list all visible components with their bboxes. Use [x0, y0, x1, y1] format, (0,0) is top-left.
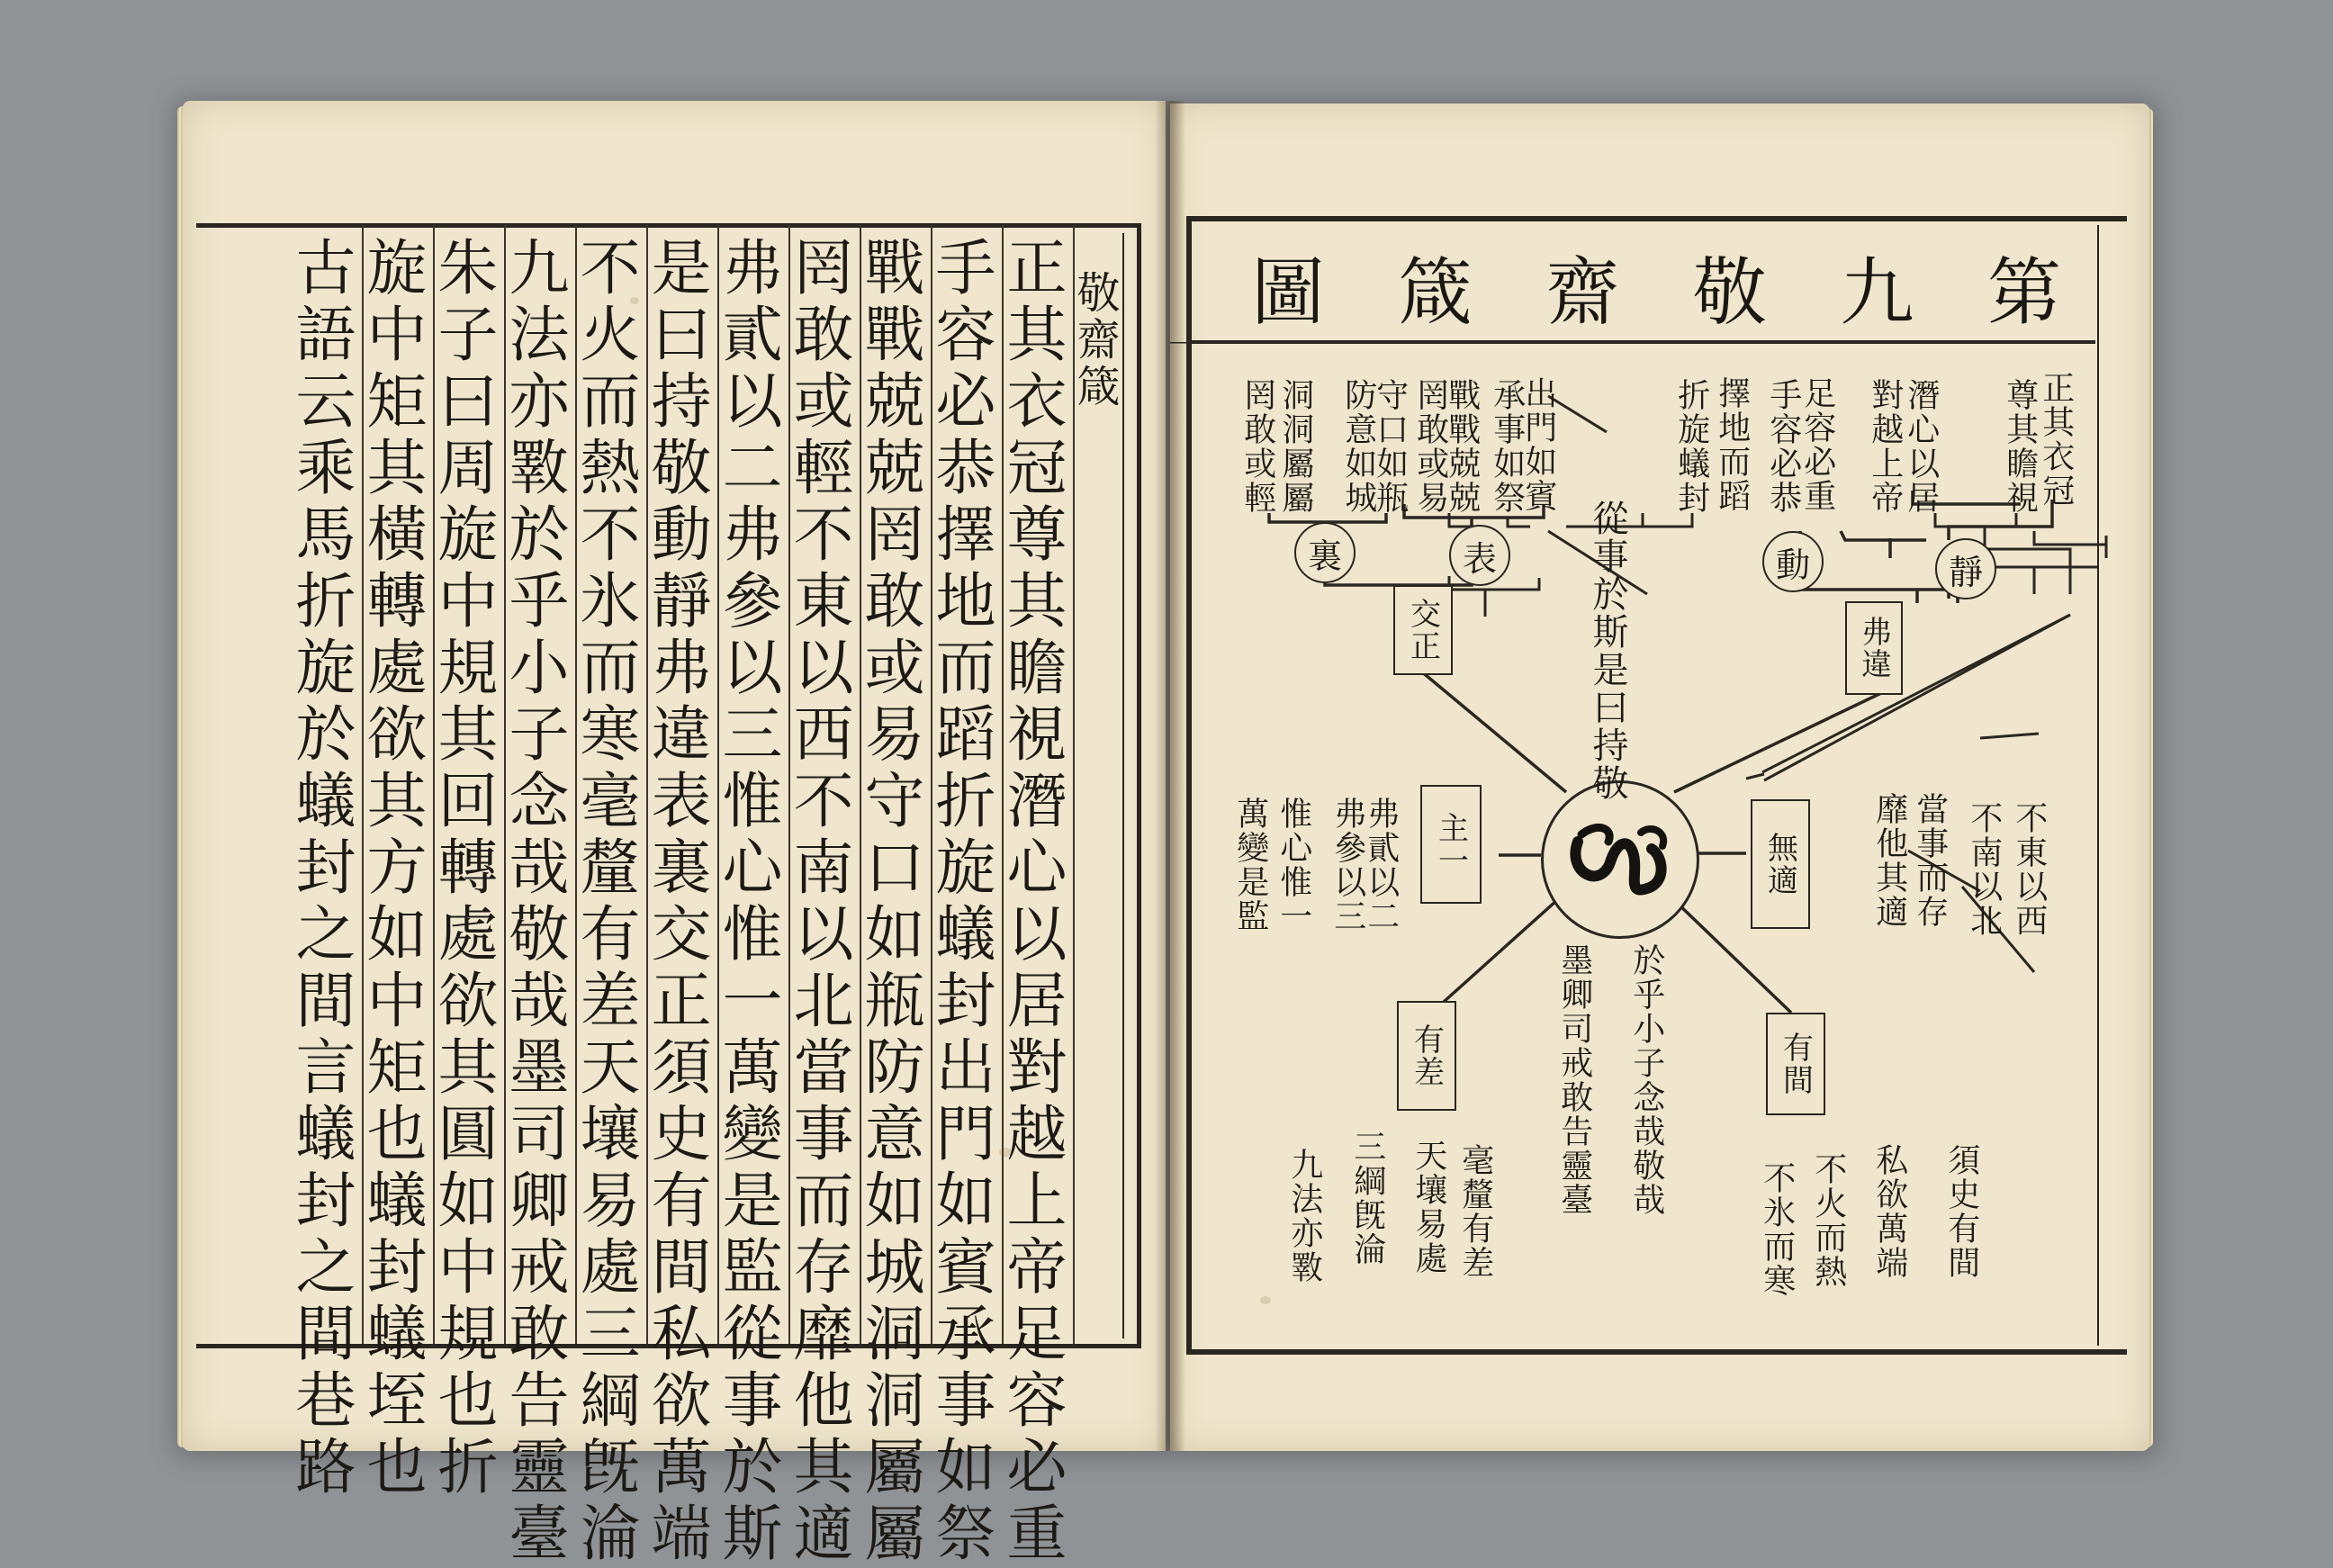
label-bottom-center-left: 墨卿司戒敢告靈臺 [1555, 943, 1593, 1217]
diagram-label: 不火而熱 [1809, 1152, 1847, 1289]
diagram-label: 九法亦斁 [1285, 1148, 1323, 1284]
column-rule [860, 225, 861, 1344]
text-column: 戰戰兢兢罔敢或易守口如瓶防意如城洞洞屬屬 [855, 236, 925, 1568]
column-rule [1073, 225, 1075, 1344]
title-char: 敬 [1692, 249, 1767, 336]
diagram-label: 尊其瞻視 [2001, 378, 2039, 515]
title-char: 第 [1986, 249, 2061, 336]
text-column: 古語云乘馬折旋於蟻封之間言蟻封之間巷路 [286, 236, 356, 1501]
column-rule [433, 225, 435, 1344]
title-char: 九 [1840, 249, 1914, 336]
center-mind-circle [1541, 780, 1699, 939]
text-column: 朱子曰周旋中規其回轉處欲其圓如中規也折 [428, 236, 499, 1501]
column-rule [575, 225, 577, 1344]
diagram-label: 罔敢或易 [1411, 378, 1449, 515]
diagram-label: 三綱旣淪 [1348, 1130, 1386, 1266]
diagram-label: 私欲萬端 [1870, 1143, 1908, 1280]
diagram-label: 天壤易處 [1410, 1139, 1447, 1275]
column-rule [788, 225, 790, 1344]
diagram-label: 不東以西 [2010, 801, 2048, 938]
diagram-label: 守口如瓶 [1371, 378, 1409, 515]
title-char: 箴 [1398, 249, 1473, 336]
diagram-label: 出門如賓 [1519, 376, 1557, 513]
circle-dong: 動 [1762, 531, 1824, 592]
diagram-label: 折旋蟻封 [1672, 378, 1710, 515]
diagram-label: 不南以北 [1965, 801, 2003, 938]
box-you-cha: 有差 [1397, 1001, 1456, 1111]
column-rule [931, 225, 932, 1344]
column-rule [717, 225, 719, 1344]
column-rule [362, 225, 364, 1344]
diagram-label: 弗貳以二 [1362, 797, 1400, 933]
text-column: 弗貳以二弗參以三惟心惟一萬變是監從事於斯 [713, 236, 783, 1568]
diagram-label: 弗參以三 [1329, 797, 1366, 933]
circle-biao: 表 [1449, 525, 1510, 586]
box-fu-wei: 弗違 [1845, 601, 1903, 695]
diagram-label: 足容必重 [1798, 376, 1836, 513]
column-rule [1002, 225, 1004, 1344]
diagram-label: 潛心以居 [1902, 378, 1940, 515]
diagram-label: 擇地而蹈 [1713, 376, 1751, 513]
diagram-label: 防意如城 [1339, 378, 1377, 515]
text-column: 旋中矩其橫轉處欲其方如中矩也蟻封蟻垤也 [357, 236, 428, 1501]
diagram-label: 承事如祭 [1488, 378, 1526, 515]
text-column: 是曰持敬動靜弗違表裏交正須史有間私欲萬端 [642, 236, 712, 1568]
text-column: 罔敢或輕不東以西不南以北當事而存靡他其適 [784, 236, 854, 1568]
text-column: 正其衣冠尊其瞻視潛心以居對越上帝足容必重 [997, 236, 1067, 1568]
text-column: 九法亦斁於乎小子念哉敬哉墨司卿戒敢告靈臺 [500, 236, 570, 1568]
diagram-label: 不氷而寒 [1758, 1161, 1796, 1298]
diagram-label: 萬變是監 [1231, 797, 1269, 933]
label-bottom-center-right: 於乎小子念哉敬哉 [1627, 943, 1665, 1217]
diagram-label: 戰戰兢兢 [1443, 378, 1481, 515]
diagram-label: 須史有間 [1942, 1143, 1980, 1280]
text-column: 手容必恭擇地而蹈折旋蟻封出門如賓承事如祭 [926, 236, 996, 1568]
diagram-label: 手容必恭 [1764, 378, 1802, 515]
box-zhu-yi: 主一 [1420, 785, 1482, 904]
circle-jing: 靜 [1935, 538, 1996, 599]
diagram-label: 正其衣冠 [2037, 371, 2075, 508]
title-char: 圖 [1251, 249, 1326, 336]
text-column: 不火而熱不氷而寒毫釐有差天壤易處三綱旣淪 [571, 236, 641, 1568]
circle-li: 裏 [1294, 522, 1356, 583]
column-rule [504, 225, 506, 1344]
diagram-label: 毫釐有差 [1456, 1143, 1494, 1280]
diagram-label: 洞洞屬屬 [1276, 378, 1314, 515]
box-wu-shi: 無適 [1751, 799, 1810, 929]
diagram-label: 當事而存 [1911, 792, 1949, 929]
diagram-label: 罔敢或輕 [1239, 378, 1276, 515]
box-jiao-zheng: 交正 [1393, 585, 1453, 675]
mind-glyph-icon [1562, 806, 1679, 914]
column-rule [646, 225, 648, 1344]
diagram-title [1251, 241, 2061, 336]
label-center-top: 從事於斯是曰持敬 [1587, 500, 1628, 802]
box-you-jian: 有間 [1766, 1013, 1825, 1115]
diagram-label: 惟心惟一 [1275, 797, 1312, 933]
text-column: 敬齋箴 [1069, 270, 1120, 410]
title-char: 齋 [1545, 249, 1620, 336]
diagram-label: 靡他其適 [1870, 792, 1908, 929]
diagram-label: 對越上帝 [1866, 378, 1904, 515]
